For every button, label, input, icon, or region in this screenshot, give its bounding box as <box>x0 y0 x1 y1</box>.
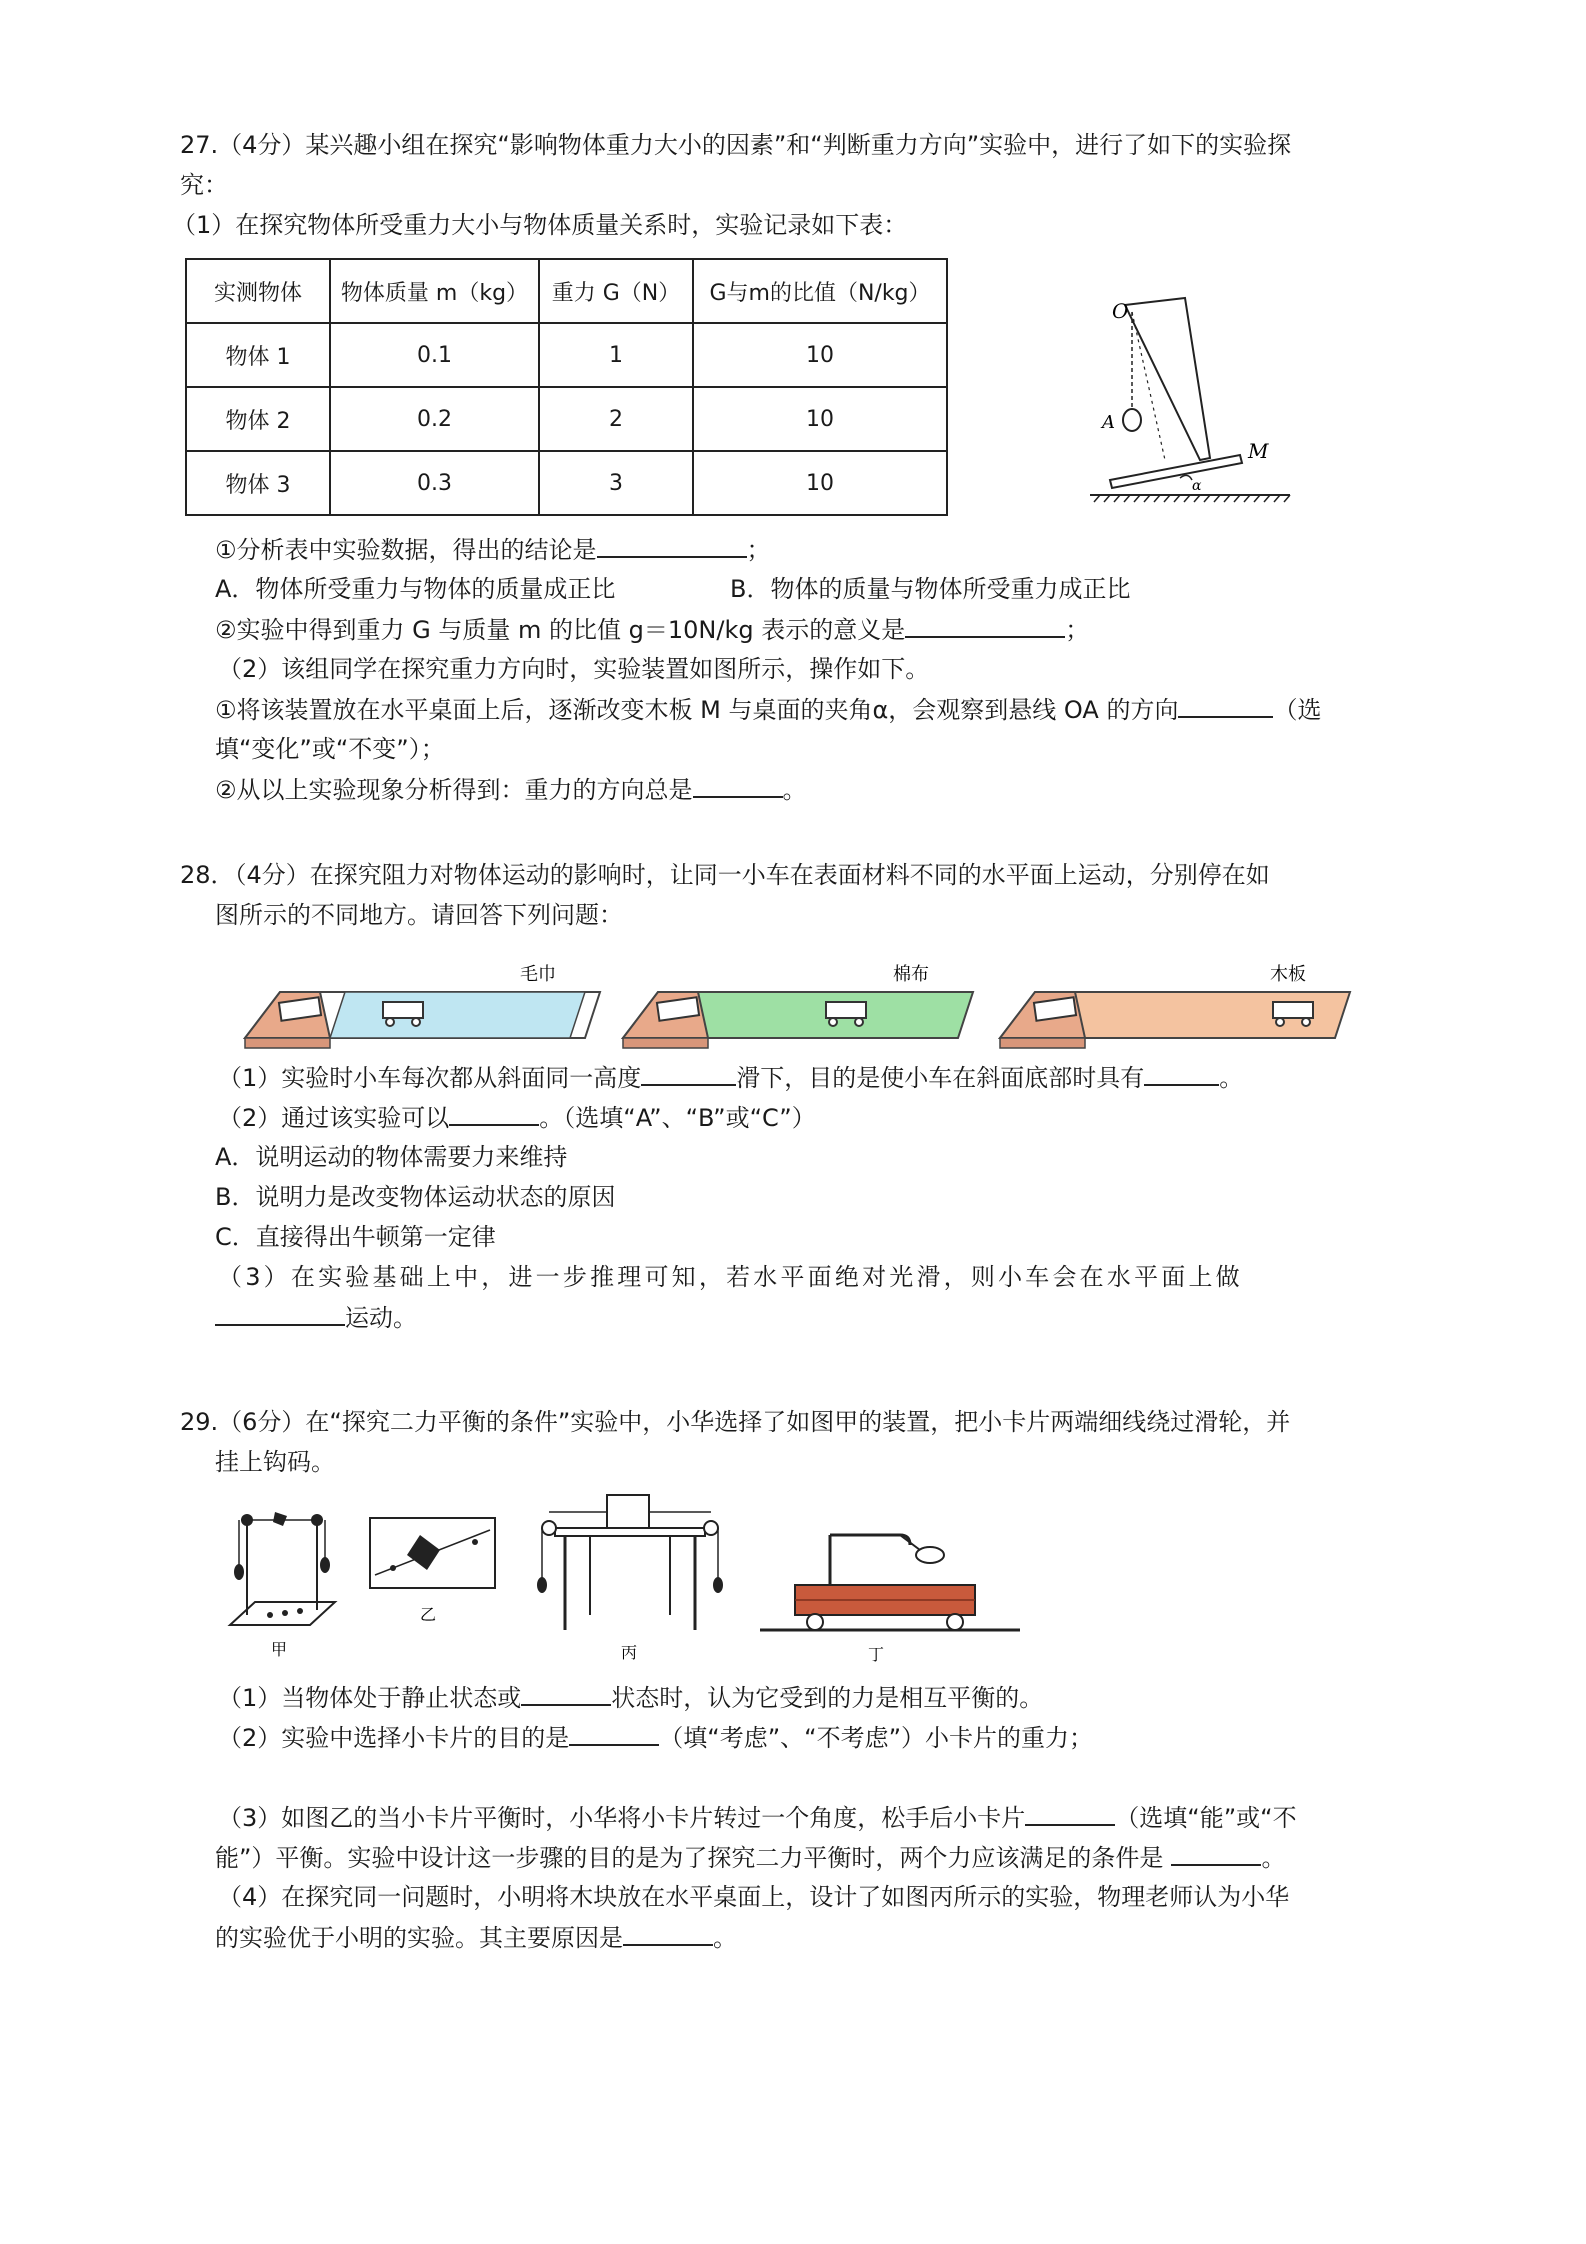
q27-q2-end: ； <box>1065 616 1090 644</box>
wood-surface-panel <box>1000 964 1350 1048</box>
table-cell: 0.1 <box>330 323 539 387</box>
table-header-cell: 实测物体 <box>186 259 330 323</box>
q28-header: 28．（4分）在探究阻力对物体运动的影响时，让同一小车在表面材料不同的水平面上运动，分别停在如 <box>180 861 1270 889</box>
table-header-cell: G与m的比值（N/kg） <box>693 259 947 323</box>
q27-q4-end: 。 <box>782 776 807 804</box>
gravity-direction-figure <box>1080 290 1300 510</box>
answer-blank[interactable] <box>1178 692 1273 718</box>
q27-q3a-text: ①将该装置放在水平桌面上后，逐渐改变木板 M 与桌面的夹角α，会观察到悬线 OA 的方向 <box>215 696 1179 724</box>
table-cell: 物体 1 <box>186 323 330 387</box>
q27-q1 <box>215 532 771 567</box>
friction-experiment-figure <box>240 950 1360 1050</box>
q29-p3a-text: （3）如图乙的当小卡片平衡时，小华将小卡片转过一个角度，松手后小卡片 <box>218 1804 1026 1832</box>
q27-q3a-end: （选 <box>1273 696 1322 724</box>
q29-p4b <box>215 1920 737 1955</box>
figure-yi <box>370 1518 495 1624</box>
q27-header-cont: 究： <box>180 171 228 199</box>
q29-p3a <box>218 1800 1297 1835</box>
table-header-cell: 物体质量 m（kg） <box>330 259 539 323</box>
figure-bing <box>537 1495 723 1662</box>
two-force-balance-figures <box>225 1490 1045 1665</box>
answer-blank[interactable] <box>905 612 1065 638</box>
surface-label-wood: 木板 <box>1270 964 1306 985</box>
q27-q2-text: ②实验中得到重力 G 与质量 m 的比值 g＝10N/kg 表示的意义是 <box>215 616 906 644</box>
q27-q3b: 填“变化”或“不变”）； <box>215 735 445 763</box>
table-cell: 1 <box>539 323 693 387</box>
table-cell: 3 <box>539 451 693 515</box>
figure-label-jia: 甲 <box>271 1640 288 1659</box>
table-cell: 10 <box>693 387 947 451</box>
table-row <box>186 451 947 515</box>
q29-p3b <box>215 1840 1285 1875</box>
q28-p1 <box>218 1060 1243 1095</box>
q28-option-b: B．说明力是改变物体运动状态的原因 <box>215 1183 616 1211</box>
label-o: O <box>1112 299 1129 323</box>
surface-label-cotton: 棉布 <box>893 964 929 985</box>
q29-header: 29.（6分）在“探究二力平衡的条件”实验中，小华选择了如图甲的装置，把小卡片两端细线绕过滑轮，并 <box>180 1408 1291 1436</box>
table-cell: 2 <box>539 387 693 451</box>
answer-blank[interactable] <box>449 1100 539 1126</box>
q28-option-c: C．直接得出牛顿第一定律 <box>215 1223 496 1251</box>
q29-p4b-end: 。 <box>713 1924 737 1952</box>
answer-blank[interactable] <box>215 1300 345 1326</box>
q28-p3: （3）在实验基础上中，进一步推理可知，若水平面绝对光滑，则小车会在水平面上做 <box>218 1263 1243 1291</box>
figure-jia <box>230 1512 335 1659</box>
q27-q4-text: ②从以上实验现象分析得到：重力的方向总是 <box>215 776 693 804</box>
answer-blank[interactable] <box>623 1920 713 1946</box>
q28-option-a: A．说明运动的物体需要力来维持 <box>215 1143 568 1171</box>
table-header-cell: 重力 G（N） <box>539 259 693 323</box>
table-header-row <box>186 259 947 323</box>
cotton-surface-panel <box>623 964 973 1048</box>
q29-p3b-text: 能”）平衡。实验中设计这一步骤的目的是为了探究二力平衡时，两个力应该满足的条件是 <box>215 1844 1164 1872</box>
table-cell: 物体 2 <box>186 387 330 451</box>
q28-header-cont: 图所示的不同地方。请回答下列问题： <box>215 901 623 929</box>
q27-part2-intro: （2）该组同学在探究重力方向时，实验装置如图所示，操作如下。 <box>218 655 930 683</box>
q27-q1-text: ①分析表中实验数据，得出的结论是 <box>215 536 597 564</box>
q27-option-a: A．物体所受重力与物体的质量成正比 <box>215 575 616 603</box>
q27-header: 27.（4分）某兴趣小组在探究“影响物体重力大小的因素”和“判断重力方向”实验中，进行了如下的实验探 <box>180 131 1292 159</box>
q28-p3-cont <box>215 1300 417 1335</box>
q29-p4b-text: 的实验优于小明的实验。其主要原因是 <box>215 1924 623 1952</box>
table-row <box>186 323 947 387</box>
q29-p3b-end: 。 <box>1261 1844 1286 1872</box>
q28-p3-end: 运动。 <box>345 1304 417 1332</box>
answer-blank[interactable] <box>569 1720 659 1746</box>
table-cell: 10 <box>693 451 947 515</box>
q27-part1-intro: （1）在探究物体所受重力大小与物体质量关系时，实验记录如下表： <box>172 211 908 239</box>
label-m: M <box>1248 439 1269 463</box>
q28-p2 <box>218 1100 816 1135</box>
table-cell: 0.3 <box>330 451 539 515</box>
table-cell: 10 <box>693 323 947 387</box>
answer-blank[interactable] <box>1144 1060 1219 1086</box>
q27-q2 <box>215 612 1089 647</box>
q29-p3a-end: （选填“能”或“不 <box>1115 1804 1297 1832</box>
q27-record-table <box>185 258 948 516</box>
figure-label-bing: 丙 <box>621 1643 638 1662</box>
q28-p2-text: （2）通过该实验可以 <box>218 1104 450 1132</box>
q29-p2-end: （填“考虑”、“不考虑”）小卡片的重力； <box>659 1724 1094 1752</box>
answer-blank[interactable] <box>693 772 783 798</box>
label-alpha: α <box>1192 478 1202 494</box>
answer-blank[interactable] <box>1025 1800 1115 1826</box>
answer-blank[interactable] <box>597 532 747 558</box>
q27-q4 <box>215 772 807 807</box>
surface-label-towel: 毛巾 <box>520 964 556 985</box>
q28-p1-end: 。 <box>1219 1064 1244 1092</box>
figure-label-yi: 乙 <box>420 1605 437 1624</box>
q28-p1-text-b: 滑下，目的是使小车在斜面底部时具有 <box>736 1064 1145 1092</box>
answer-blank[interactable] <box>1171 1840 1261 1866</box>
answer-blank[interactable] <box>641 1060 736 1086</box>
q29-p2 <box>218 1720 1093 1755</box>
table-cell: 0.2 <box>330 387 539 451</box>
q29-p1-text: （1）当物体处于静止状态或 <box>218 1684 522 1712</box>
q28-p1-text-a: （1）实验时小车每次都从斜面同一高度 <box>218 1064 642 1092</box>
q27-q3a <box>215 692 1321 727</box>
q29-p1 <box>218 1680 1043 1715</box>
table-cell: 物体 3 <box>186 451 330 515</box>
figure-label-ding: 丁 <box>868 1645 885 1664</box>
answer-blank[interactable] <box>521 1680 611 1706</box>
label-a: A <box>1102 412 1115 433</box>
figure-ding <box>760 1535 1020 1664</box>
q29-header-cont: 挂上钩码。 <box>215 1448 335 1476</box>
q29-p1-end: 状态时，认为它受到的力是相互平衡的。 <box>611 1684 1044 1712</box>
q28-p2-end: 。（选填“A”、“B”或“C”） <box>539 1104 816 1132</box>
q27-option-b: B．物体的质量与物体所受重力成正比 <box>730 575 1131 603</box>
towel-surface-panel <box>245 964 600 1048</box>
table-row <box>186 387 947 451</box>
q29-p2-text: （2）实验中选择小卡片的目的是 <box>218 1724 570 1752</box>
q29-p4a: （4）在探究同一问题时，小明将木块放在水平桌面上，设计了如图丙所示的实验，物理老师认为小华 <box>218 1883 1290 1911</box>
q27-q1-end: ； <box>746 536 771 564</box>
